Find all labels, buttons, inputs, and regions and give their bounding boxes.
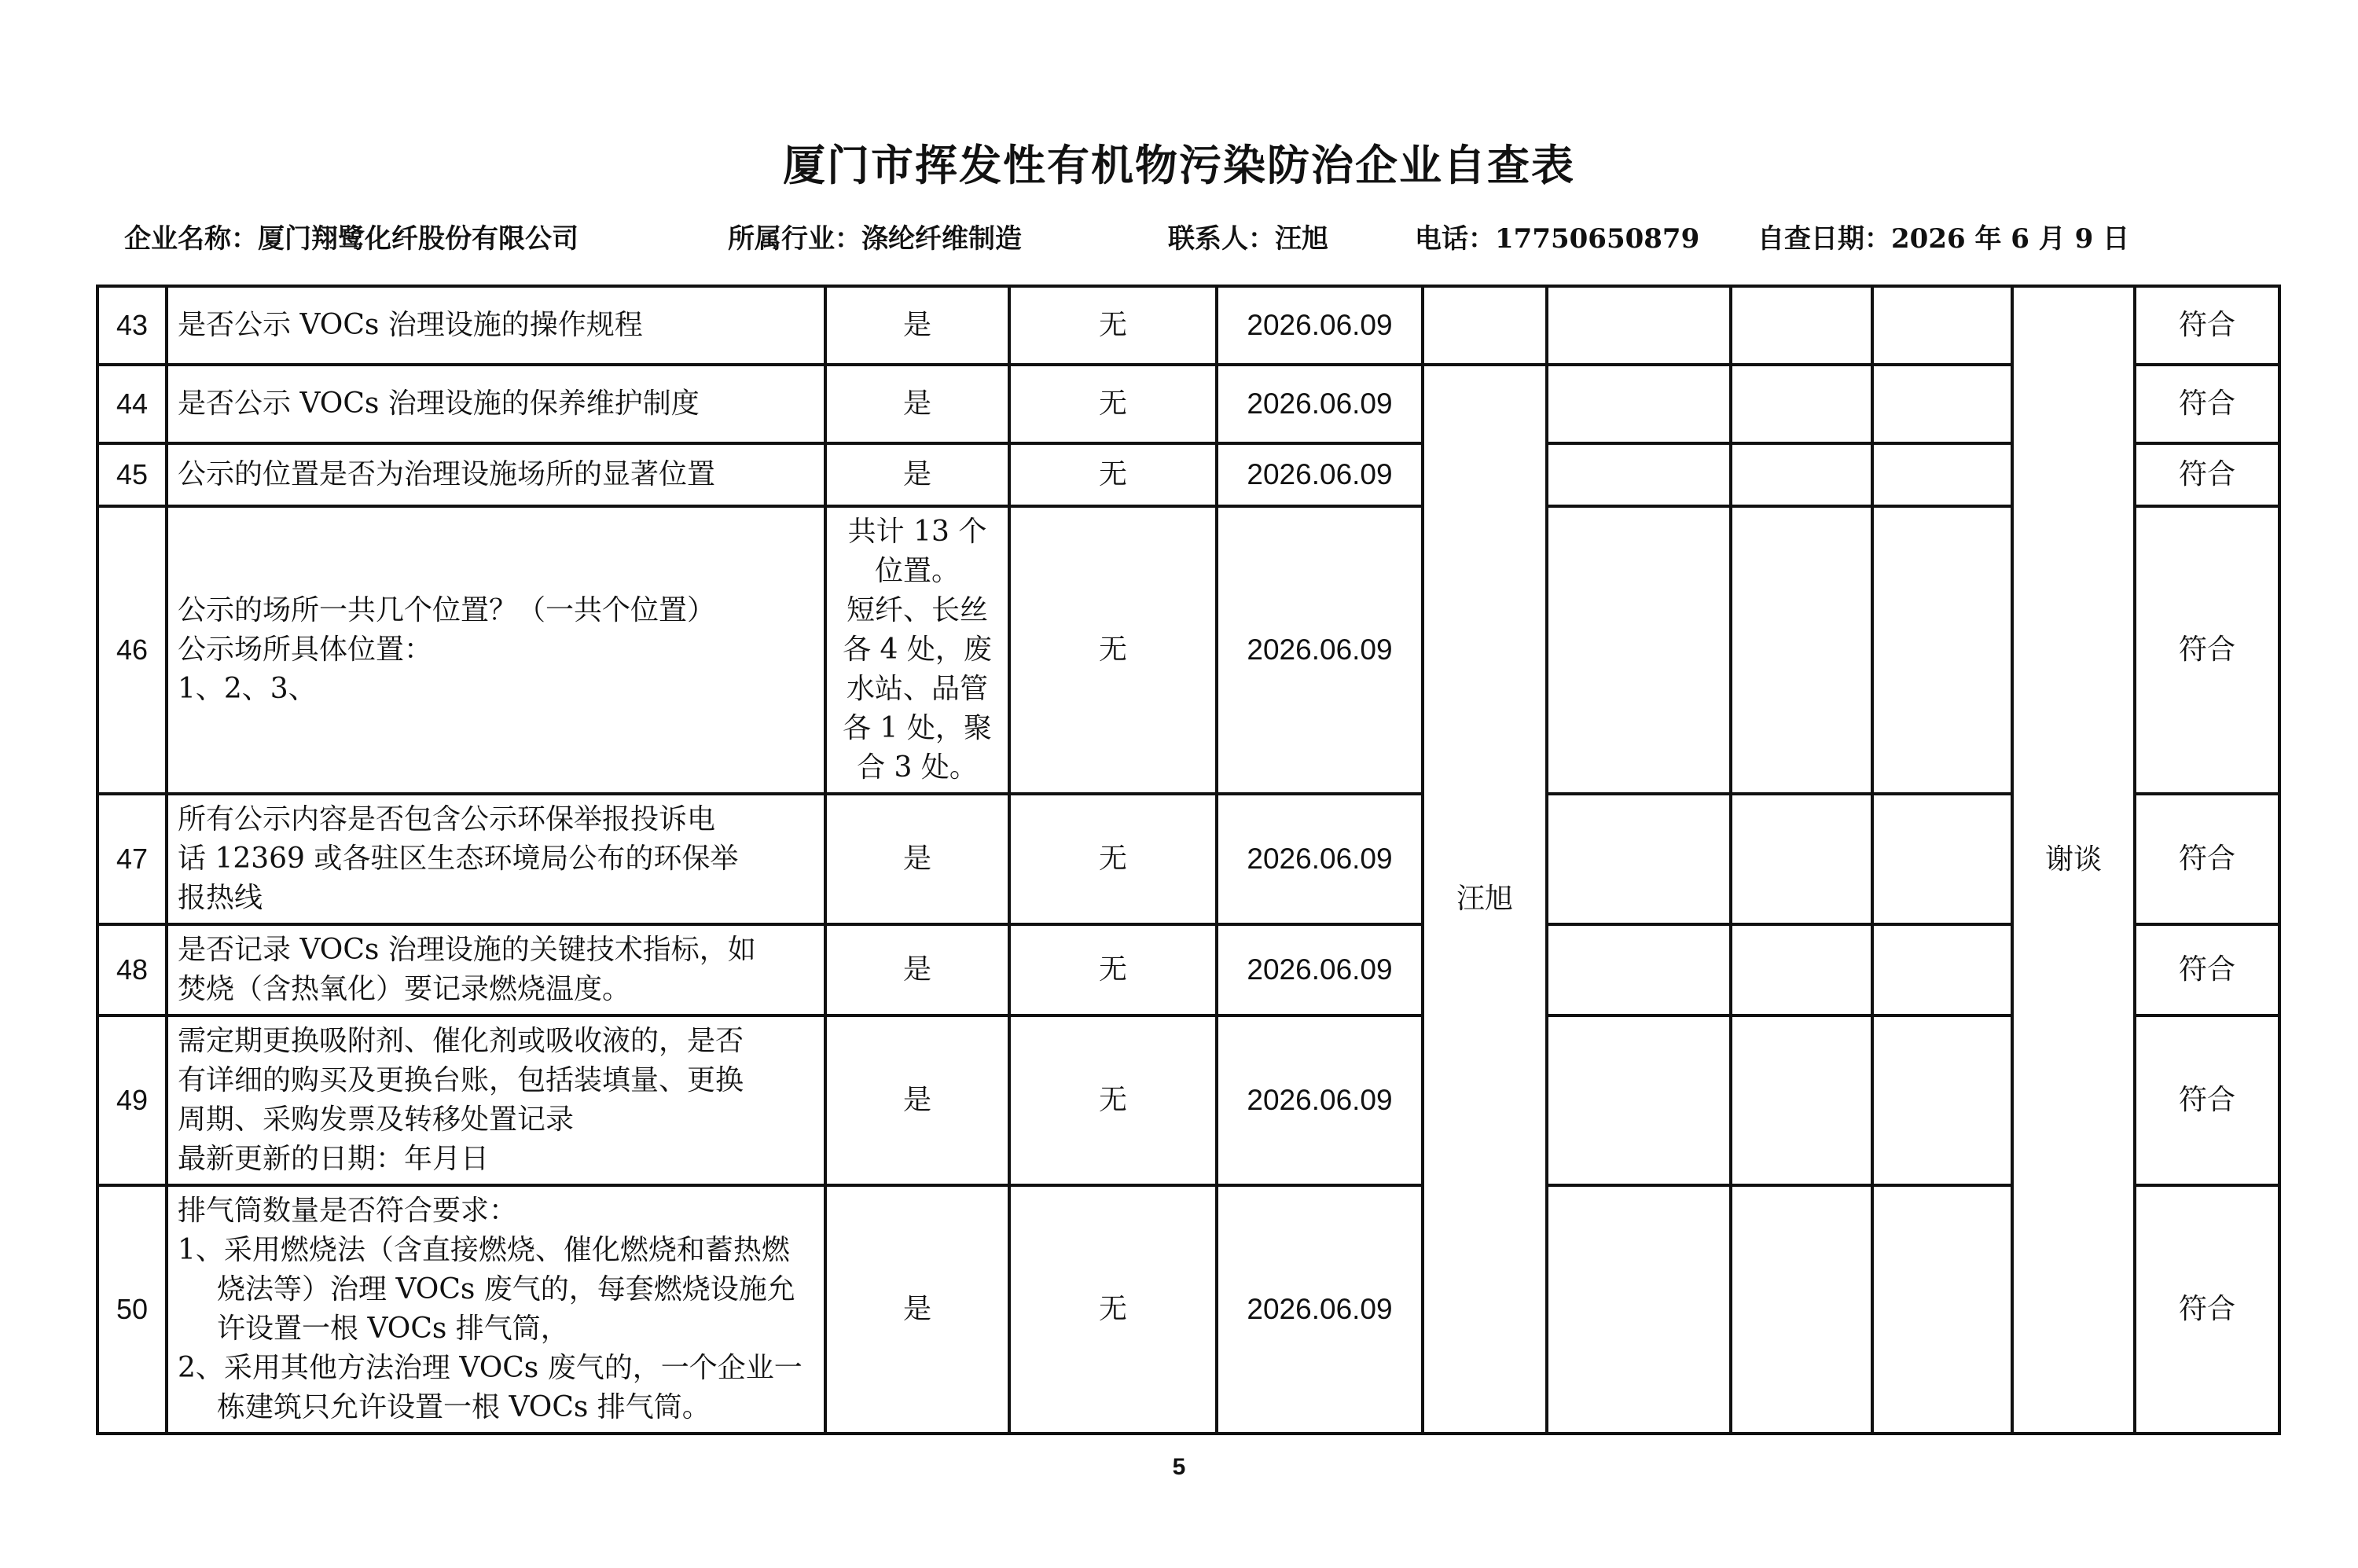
item-text — [167, 443, 825, 506]
cell-line: 排气筒数量是否符合要求： — [178, 1195, 518, 1227]
answer-cell — [825, 286, 1009, 365]
item-number: 43 — [97, 286, 167, 365]
empty-cell — [1547, 365, 1731, 443]
empty-cell — [1547, 1015, 1731, 1185]
empty-cell — [1872, 286, 2012, 365]
item-number: 48 — [97, 924, 167, 1015]
empty-cell — [1872, 794, 2012, 924]
item-number: 49 — [97, 1015, 167, 1185]
table-row — [97, 365, 2279, 443]
industry: 所属行业：涤纶纤维制造 — [728, 223, 1022, 255]
result-cell: 符合 — [2135, 286, 2279, 365]
date-cell: 2026.06.09 — [1217, 506, 1423, 794]
cell-line: 是 — [902, 843, 931, 875]
empty-cell — [1872, 443, 2012, 506]
issue-cell: 无 — [1009, 1015, 1217, 1185]
cell-line: 最新更新的日期：年月日 — [178, 1143, 490, 1175]
empty-cell — [1547, 794, 1731, 924]
table-row — [97, 794, 2279, 924]
cell-line: 是否公示 VOCs 治理设施的保养维护制度 — [178, 387, 700, 420]
empty-cell — [1547, 1185, 1731, 1434]
empty-cell — [1731, 365, 1872, 443]
date-cell: 2026.06.09 — [1217, 365, 1423, 443]
answer-cell — [825, 506, 1009, 794]
empty-cell — [1731, 794, 1872, 924]
page-number: 5 — [1172, 1454, 1186, 1480]
answer-cell — [825, 443, 1009, 506]
cell-line: 是 — [902, 1084, 931, 1116]
table-row — [97, 506, 2279, 794]
issue-cell: 无 — [1009, 286, 1217, 365]
cell-line: 是 — [902, 1293, 931, 1325]
empty-cell — [1872, 924, 2012, 1015]
cell-line: 各 4 处，废 — [843, 633, 992, 666]
result-cell: 符合 — [2135, 365, 2279, 443]
cell-line: 是 — [902, 953, 931, 986]
inspector-cell: 汪旭 — [1423, 365, 1547, 1434]
date-cell: 2026.06.09 — [1217, 924, 1423, 1015]
empty-cell — [1731, 506, 1872, 794]
date-cell: 2026.06.09 — [1217, 1015, 1423, 1185]
answer-cell — [825, 365, 1009, 443]
item-number: 50 — [97, 1185, 167, 1434]
cell-line: 是否公示 VOCs 治理设施的操作规程 — [178, 309, 643, 341]
page-title: 厦门市挥发性有机物污染防治企业自查表 — [783, 140, 1575, 190]
date-cell: 2026.06.09 — [1217, 1185, 1423, 1434]
cell-line: 公示的场所一共几个位置？（一共个位置） — [178, 594, 716, 626]
result-cell: 符合 — [2135, 924, 2279, 1015]
table-row — [97, 924, 2279, 1015]
item-number: 45 — [97, 443, 167, 506]
date-cell: 2026.06.09 — [1217, 443, 1423, 506]
item-text — [167, 794, 825, 924]
result-cell: 符合 — [2135, 1015, 2279, 1185]
cell-line: 公示场所具体位置： — [178, 633, 433, 666]
empty-cell — [1547, 443, 1731, 506]
empty-cell — [1731, 1015, 1872, 1185]
issue-cell: 无 — [1009, 924, 1217, 1015]
empty-cell — [1872, 1015, 2012, 1185]
empty-cell — [1731, 443, 1872, 506]
answer-cell — [825, 1185, 1009, 1434]
cell-line: 是否记录 VOCs 治理设施的关键技术指标，如 — [178, 934, 756, 966]
item-text — [167, 286, 825, 365]
cell-line: 有详细的购买及更换台账，包括装填量、更换 — [178, 1064, 744, 1096]
item-text — [167, 365, 825, 443]
issue-cell: 无 — [1009, 443, 1217, 506]
phone-number: 电话：17750650879 — [1415, 223, 1700, 255]
issue-cell: 无 — [1009, 365, 1217, 443]
empty-cell — [1872, 506, 2012, 794]
check-date: 自查日期：2026 年 6 月 9 日 — [1757, 223, 2130, 255]
answer-cell — [825, 794, 1009, 924]
result-cell: 符合 — [2135, 443, 2279, 506]
table-row — [97, 1015, 2279, 1185]
issue-cell: 无 — [1009, 1185, 1217, 1434]
date-cell: 2026.06.09 — [1217, 286, 1423, 365]
empty-cell — [1547, 286, 1731, 365]
issue-cell: 无 — [1009, 794, 1217, 924]
empty-cell — [1731, 924, 1872, 1015]
item-number: 47 — [97, 794, 167, 924]
cell-line: 位置。 — [874, 555, 960, 587]
contact-person: 联系人：汪旭 — [1168, 223, 1328, 255]
date-cell: 2026.06.09 — [1217, 794, 1423, 924]
empty-cell — [1731, 1185, 1872, 1434]
method-cell: 谢谈 — [2012, 286, 2135, 1434]
answer-cell — [825, 924, 1009, 1015]
table-row — [97, 443, 2279, 506]
item-text — [167, 924, 825, 1015]
item-text — [167, 1015, 825, 1185]
cell-line: 共计 13 个 — [847, 516, 987, 548]
cell-line: 是 — [902, 309, 931, 341]
cell-line: 焚烧（含热氧化）要记录燃烧温度。 — [178, 973, 631, 1005]
cell-line: 合 3 处。 — [857, 751, 978, 784]
cell-line: 所有公示内容是否包含公示环保举报投诉电 — [178, 803, 716, 835]
cell-line: 1、2、3、 — [178, 673, 317, 705]
cell-line: 公示的位置是否为治理设施场所的显著位置 — [178, 458, 716, 490]
result-cell: 符合 — [2135, 506, 2279, 794]
cell-line: 报热线 — [178, 882, 263, 914]
empty-cell — [1872, 1185, 2012, 1434]
item-text — [167, 1185, 825, 1434]
company-name: 企业名称：厦门翔鹭化纤股份有限公司 — [124, 223, 578, 255]
cell-line: 周期、采购发票及转移处置记录 — [178, 1103, 575, 1136]
table-row — [97, 1185, 2279, 1434]
cell-line: 2、采用其他方法治理 VOCs 废气的，一个企业一栋建筑只允许设置一根 VOCs 排气筒。 — [178, 1352, 803, 1423]
table-row — [97, 286, 2279, 365]
item-text — [167, 506, 825, 794]
issue-cell: 无 — [1009, 506, 1217, 794]
answer-cell — [825, 1015, 1009, 1185]
item-number: 46 — [97, 506, 167, 794]
cell-line: 话 12369 或各驻区生态环境局公布的环保举 — [178, 843, 739, 875]
cell-line: 是 — [902, 458, 931, 490]
cell-line: 需定期更换吸附剂、催化剂或吸收液的，是否 — [178, 1025, 744, 1057]
empty-cell — [1547, 506, 1731, 794]
item-number: 44 — [97, 365, 167, 443]
result-cell: 符合 — [2135, 794, 2279, 924]
cell-line: 短纤、长丝 — [846, 594, 988, 626]
inspector-cell-blank — [1423, 286, 1547, 365]
cell-line: 是 — [902, 387, 931, 420]
result-cell: 符合 — [2135, 1185, 2279, 1434]
cell-line: 各 1 处，聚 — [843, 712, 992, 744]
cell-line: 水站、品管 — [846, 673, 988, 705]
empty-cell — [1731, 286, 1872, 365]
empty-cell — [1547, 924, 1731, 1015]
empty-cell — [1872, 365, 2012, 443]
cell-line: 1、采用燃烧法（含直接燃烧、催化燃烧和蓄热燃烧法等）治理 VOCs 废气的，每套燃烧设施允许设置一根 VOCs 排气筒， — [178, 1234, 795, 1345]
checklist-table — [96, 285, 2281, 1435]
